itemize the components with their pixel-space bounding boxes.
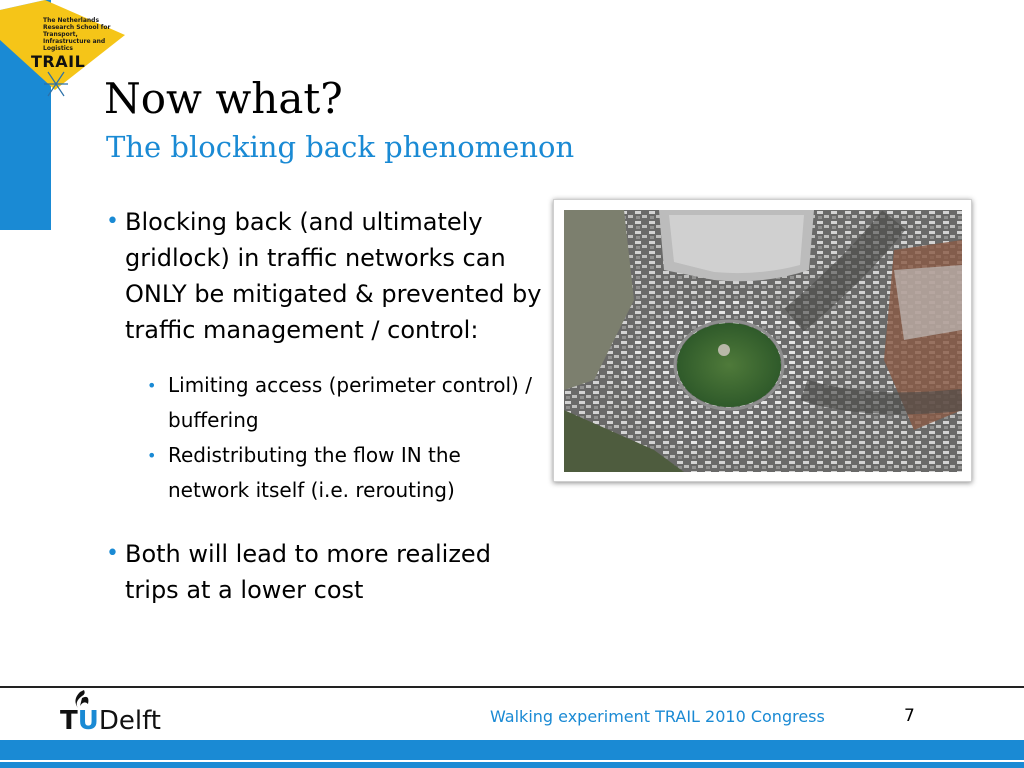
footer-band <box>0 740 1024 768</box>
page-number: 7 <box>904 706 915 726</box>
traffic-photo-frame <box>553 199 972 482</box>
bullet-dot-icon: • <box>106 541 119 566</box>
tudelft-logo-u: U <box>77 706 99 736</box>
bullet-dot-icon: • <box>106 209 119 234</box>
sub-bullet-list <box>104 368 544 508</box>
tudelft-logo-t: T <box>60 706 78 736</box>
bullet-item <box>104 536 544 608</box>
footer-band-stripe <box>0 760 1024 762</box>
bullet-text: Blocking back (and ultimately gridlock) in traffic networks can ONLY be mitigated & prevented by traffic management / control: <box>125 208 542 344</box>
bullet-item <box>104 204 544 348</box>
sub-bullet-text: Redistributing the flow IN the network itself (i.e. rerouting) <box>168 443 461 502</box>
bullet-dot-icon: • <box>147 376 157 395</box>
bullet-list <box>104 204 544 608</box>
tudelft-logo <box>60 706 161 736</box>
bullet-text: Both will lead to more realized trips at a lower cost <box>125 540 491 604</box>
slide-subtitle: The blocking back phenomenon <box>106 130 575 164</box>
footer-caption: Walking experiment TRAIL 2010 Congress <box>490 707 825 726</box>
sub-bullet-item <box>147 438 544 508</box>
slide-title: Now what? <box>104 74 343 123</box>
trail-org-text: The Netherlands Research School for Transport, Infrastructure and Logistics <box>43 17 111 52</box>
sub-bullet-item <box>147 368 544 438</box>
traffic-roundabout-photo <box>564 210 962 472</box>
footer-divider <box>0 686 1024 688</box>
sub-bullet-text: Limiting access (perimeter control) / buffering <box>168 373 532 432</box>
trail-wordmark: TRAIL <box>31 52 86 71</box>
bullet-dot-icon: • <box>147 446 157 465</box>
tudelft-logo-delft: Delft <box>98 706 162 736</box>
